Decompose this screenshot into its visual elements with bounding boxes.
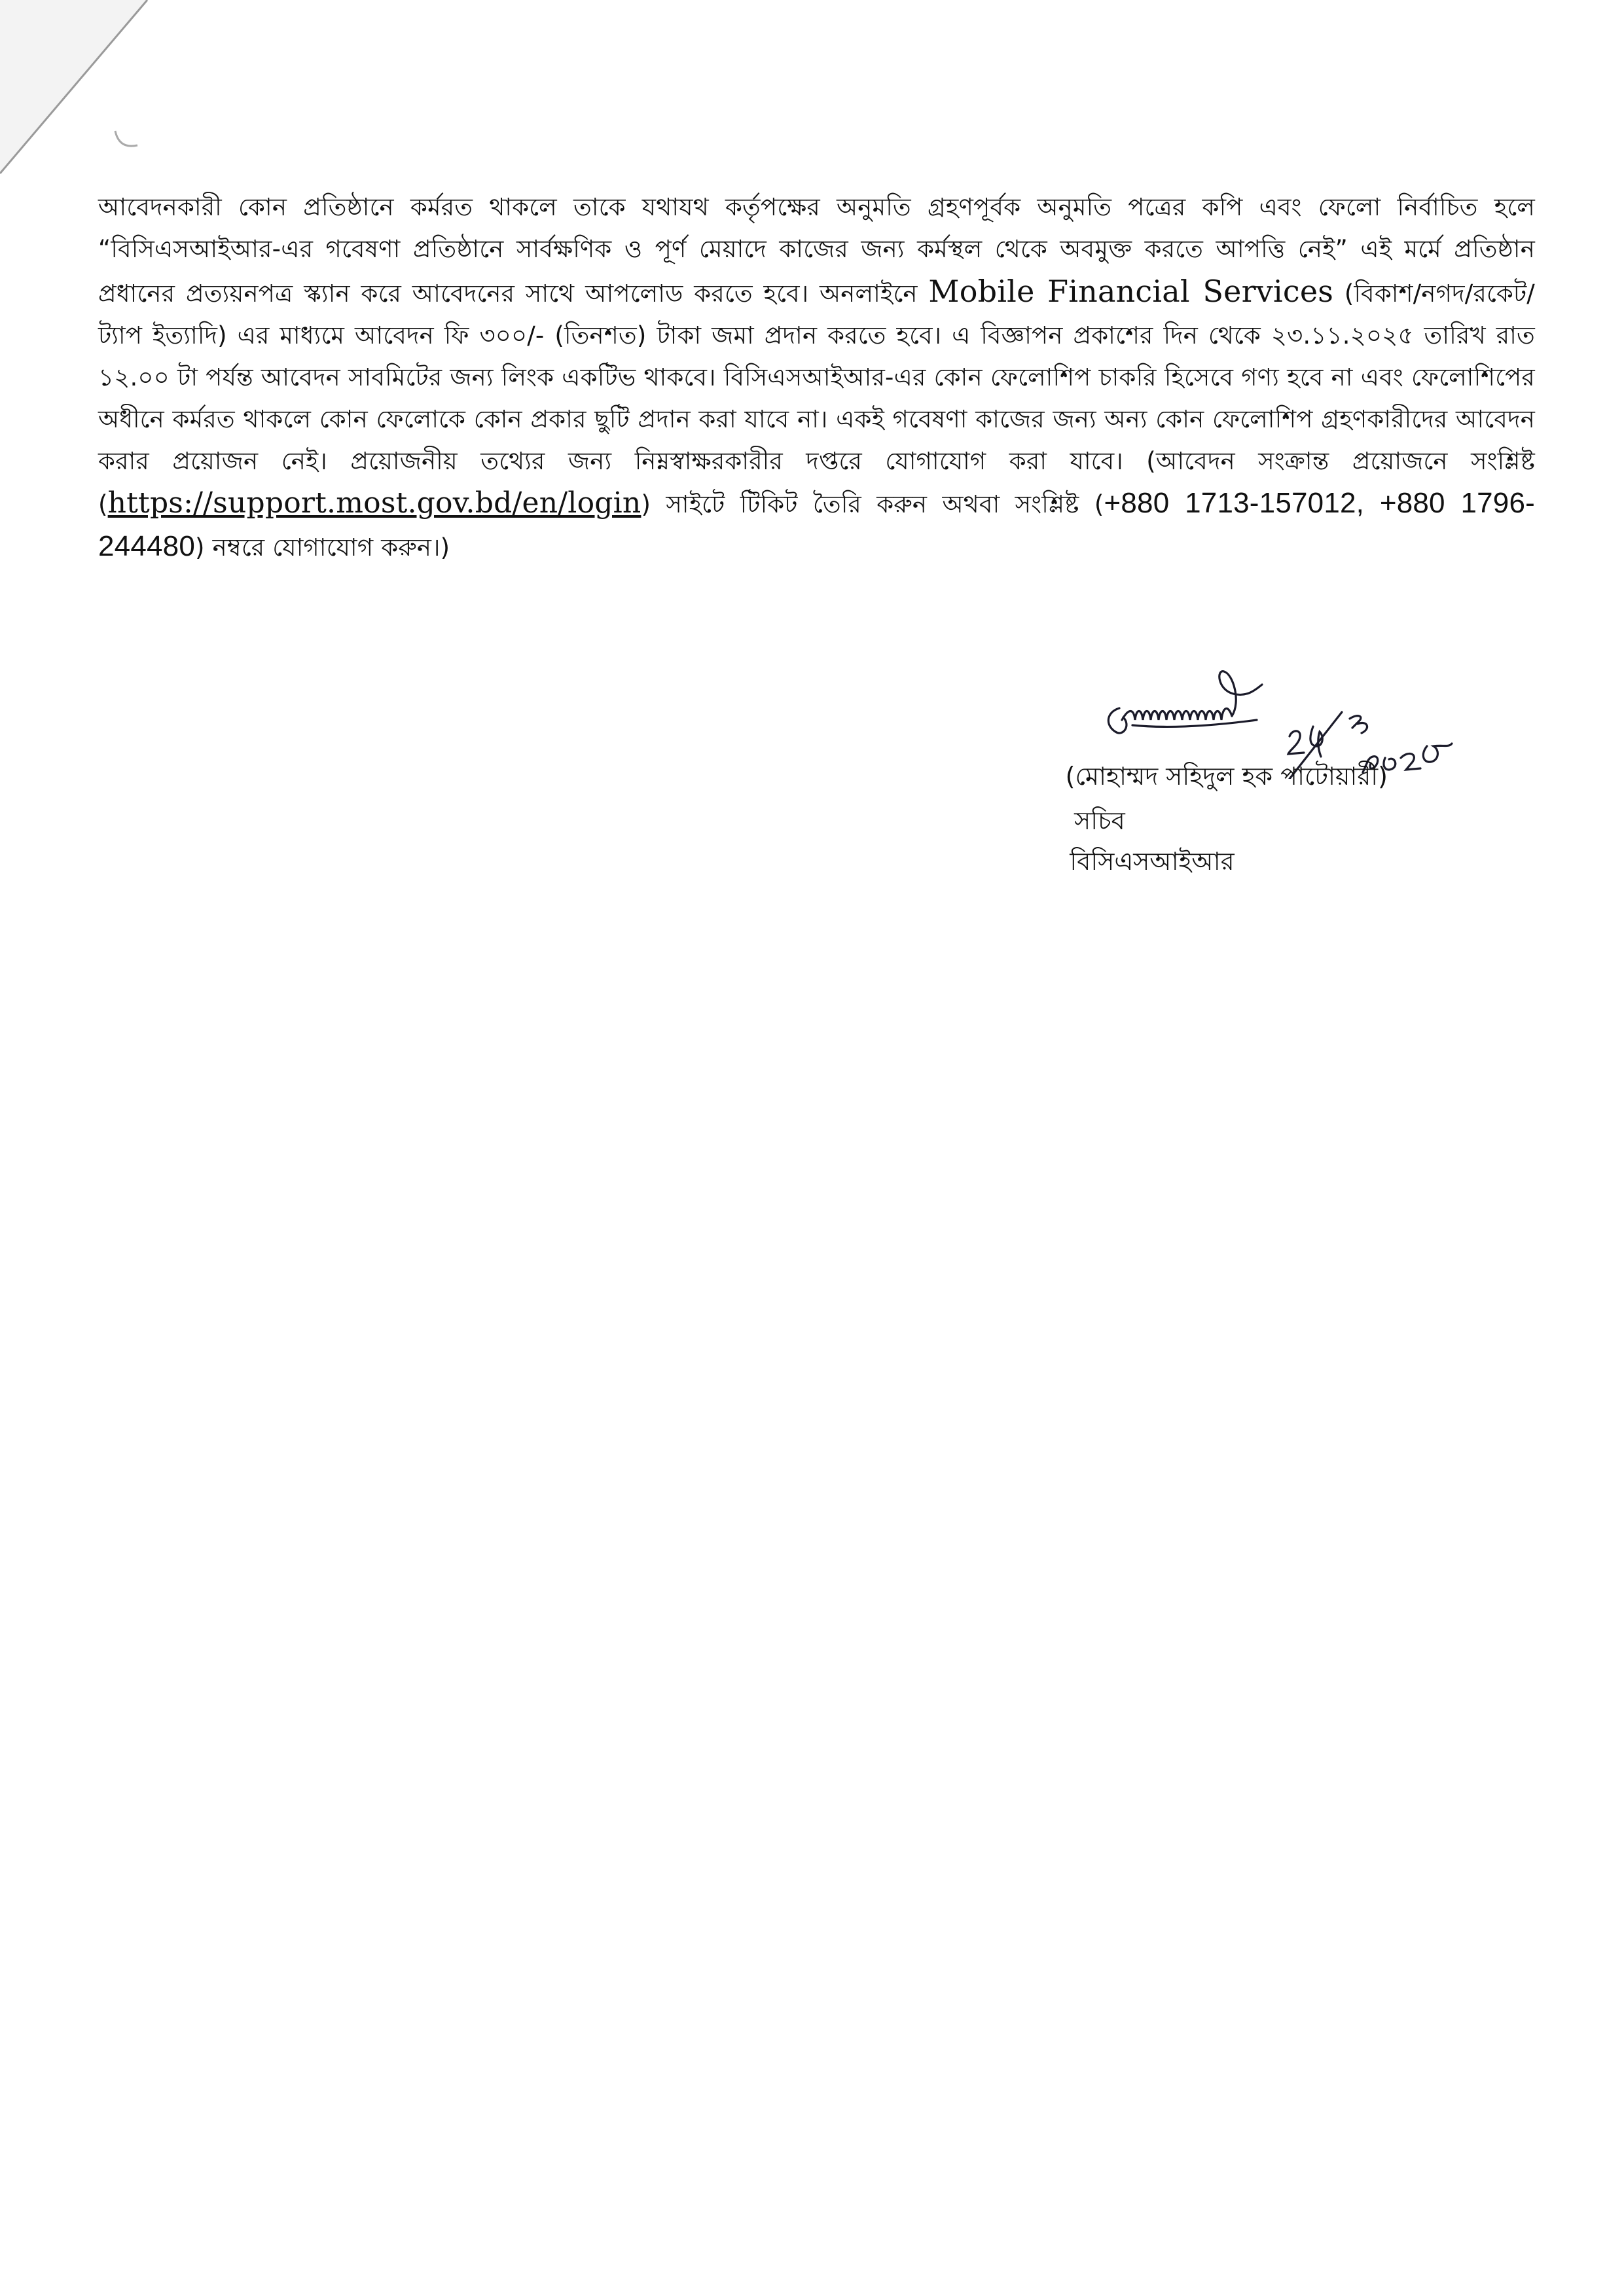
paragraph-part-3: ) সাইটে টিকিট তৈরি করুন অথবা সংশ্লিষ্ট (: [641, 490, 1104, 518]
mfs-term: Mobile Financial Services: [928, 274, 1334, 309]
paragraph-part-1: আবেদনকারী কোন প্রতিষ্ঠানে কর্মরত থাকলে তাকে যথাযথ কর্তৃপক্ষের অনুমতি গ্রহণপূর্বক অনুমতি পত্রের কপি এবং ফেলো নির্বাচিত হলে “বিসিএসআইআর-এর গবেষণা প্রতিষ্ঠানে সার্বক্ষণিক ও পূর্ণ মেয়াদে কাজের জন্য কর্মস্থল থেকে অবমুক্ত করতে আপত্তি নেই” এই মর্মে প্রতিষ্ঠান প্রধানের প্রত্যয়নপত্র স্ক্যান করে আবেদনের সাথে আপলোড করতে হবে। অনলাইনে: [98, 193, 1535, 308]
paragraph-part-2: (বিকাশ/নগদ/রকেট/ট্যাপ ইত্যাদি) এর মাধ্যমে আবেদন ফি ৩০০/- (তিনশত) টাকা জমা প্রদান করতে হবে। এ বিজ্ঞাপন প্রকাশের দিন থেকে ২৩.১১.২০২৫ তারিখ রাত ১২.০০ টা পর্যন্ত আবেদন সাবমিটের জন্য লিংক একটিভ থাকবে। বিসিএসআইআর-এর কোন ফেলোশিপ চাকরি হিসেবে গণ্য হবে না এবং ফেলোশিপের অধীনে কর্মরত থাকলে কোন ফেলোকে কোন প্রকার ছুটি প্রদান করা যাবে না। একই গবেষণা কাজের জন্য অন্য কোন ফেলোশিপ গ্রহণকারীদের আবেদন করার প্রয়োজন নেই। প্রয়োজনীয় তথ্যের জন্য নিম্নস্বাক্ষরকারীর দপ্তরে যোগাযোগ করা যাবে। (আবেদন সংক্রান্ত প্রয়োজনে সংশ্লিষ্ট (: [98, 279, 1535, 518]
signature-block: [969, 648, 1466, 897]
paragraph-part-4: ) নম্বরে যোগাযোগ করুন।): [195, 533, 450, 562]
signatory-title: সচিব: [1074, 806, 1125, 835]
support-link[interactable]: https://support.most.gov.bd/en/login: [107, 486, 641, 520]
folded-corner-mark: [0, 0, 170, 190]
signatory-name: (মোহাম্মদ সহিদুল হক পাটোয়ারী): [1065, 762, 1388, 791]
signatory-organization: বিসিএসআইআর: [1070, 847, 1235, 876]
phone-numbers: +880 1713-157012, +880 1796-244480: [98, 487, 1535, 562]
body-paragraph: [98, 187, 1535, 569]
